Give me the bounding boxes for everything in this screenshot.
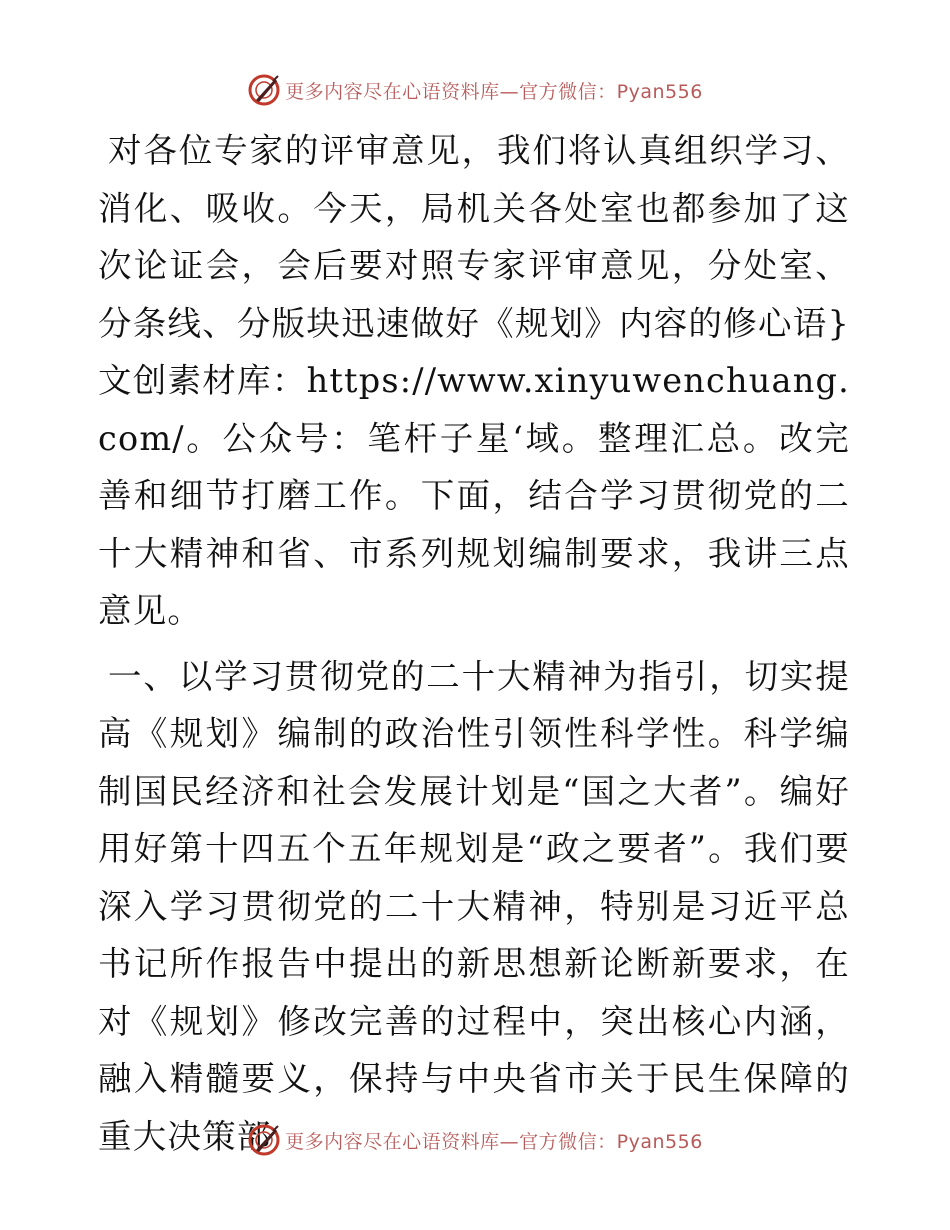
header-banner — [0, 70, 950, 110]
footer-banner-text: 更多内容尽在心语资料库—官方微信：Pyan556 — [285, 1130, 703, 1153]
quill-seal-icon — [247, 73, 281, 107]
footer-banner — [0, 1120, 950, 1160]
quill-seal-icon — [247, 1123, 281, 1157]
header-banner-text: 更多内容尽在心语资料库—官方微信：Pyan556 — [285, 80, 703, 103]
paragraph-1: 对各位专家的评审意见，我们将认真组织学习、消化、吸收。今天，局机关各处室也都参加了这次论证会，会后要对照专家评审意见，分处室、分条线、分版块迅速做好《规划》内容的修心语}文创素材库：https://www.xinyuwenchuang.com/。公众号：笔杆子星‘域。整理汇总。改完善和细节打磨工作。下面，结合学习贯彻党的二十大精神和省、市系列规划编制要求，我讲三点意见。 — [98, 131, 850, 630]
paragraph-2: 一、以学习贯彻党的二十大精神为指引，切实提高《规划》编制的政治性引领性科学性。科学编制国民经济和社会发展计划是“国之大者”。编好用好第十四五个五年规划是“政之要者”。我们要深入学习贯彻党的二十大精神，特别是习近平总书记所作报告中提出的新思想新论断新要求，在对《规划》修改完善的过程中，突出核心内涵，融入精髓要义，保持与中央省市关于民生保障的重大决策部 — [98, 656, 850, 1156]
document-body — [98, 122, 850, 1165]
